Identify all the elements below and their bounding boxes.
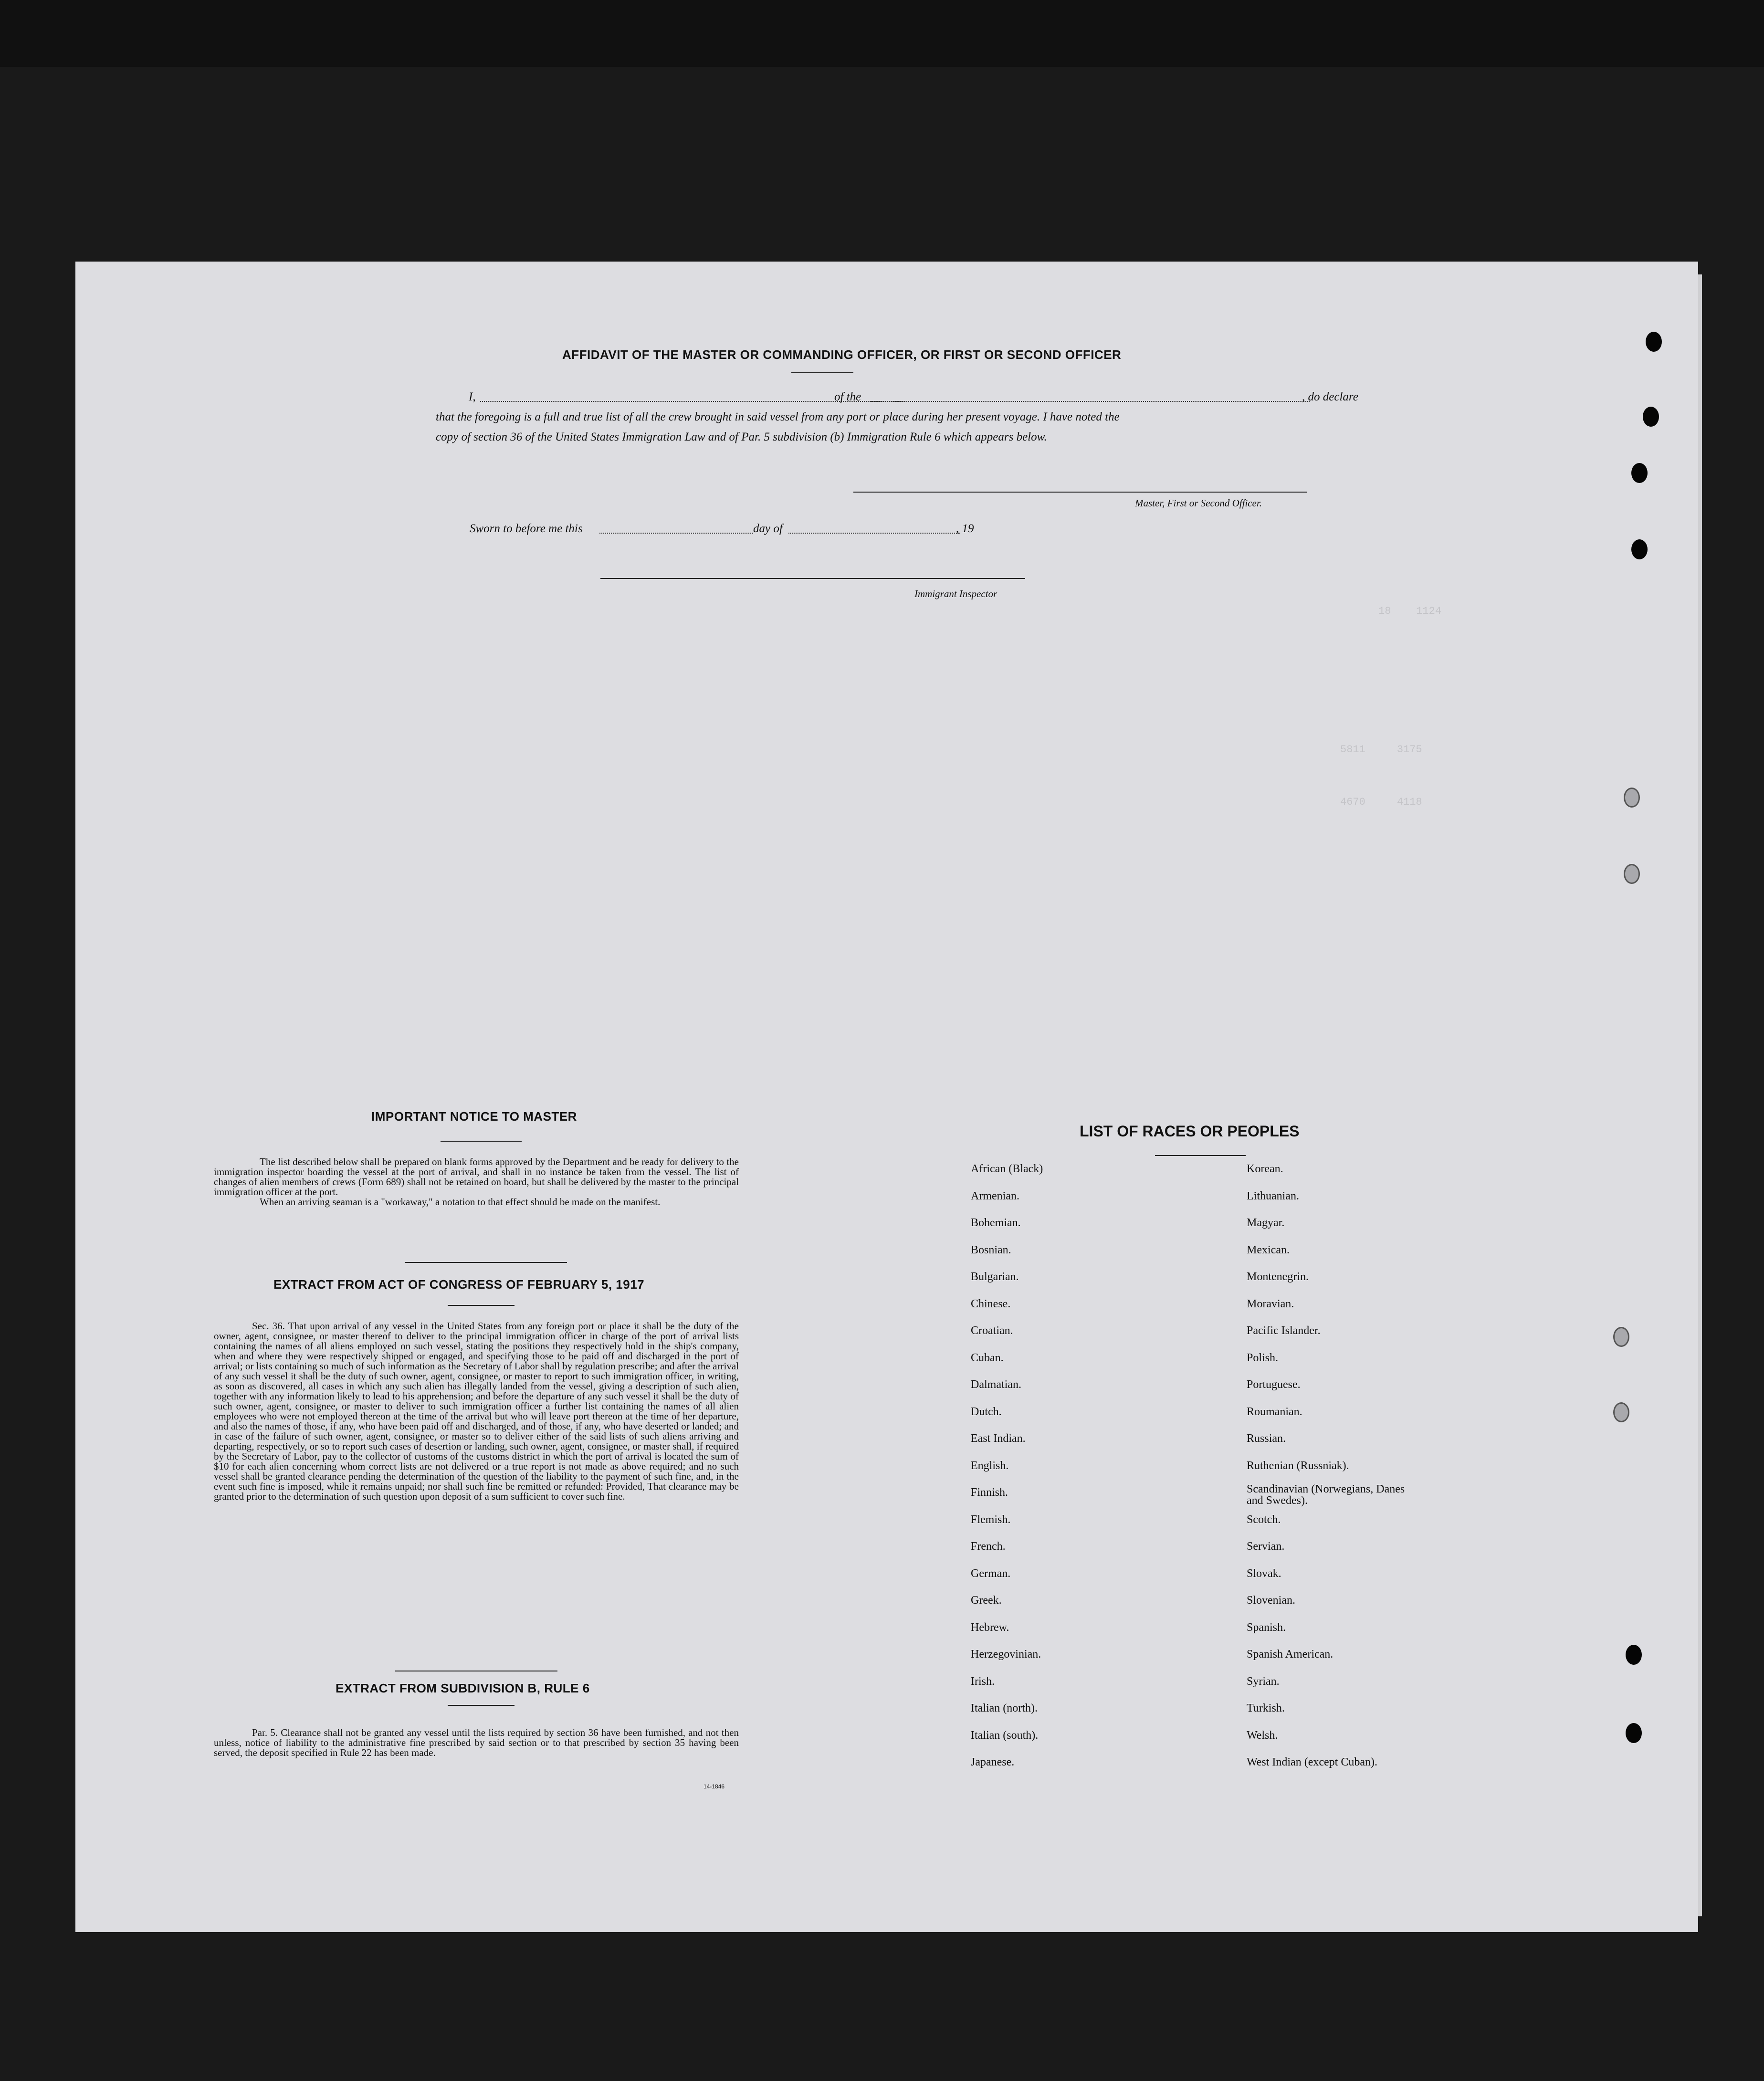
sworn-text: Sworn to before me this (470, 522, 583, 535)
extract-rule-title: EXTRACT FROM SUBDIVISION B, RULE 6 (336, 1681, 590, 1695)
affidavit-line-2: that the foregoing is a full and true list of all the crew brought in said vessel from any port or place during her present voyage. I have noted the (436, 410, 1120, 423)
binder-hole (1624, 864, 1640, 884)
race-item: Ruthenian (Russniak). (1247, 1459, 1349, 1472)
race-item: Dalmatian. (971, 1378, 1021, 1391)
bleed-through-marks: 18 1124 (1378, 605, 1442, 617)
race-item: West Indian (except Cuban). (1247, 1756, 1377, 1768)
binder-hole (1646, 332, 1662, 352)
race-item: Portuguese. (1247, 1378, 1301, 1391)
year-text: , 19 (956, 522, 974, 535)
divider (448, 1705, 514, 1706)
binder-hole (1626, 1723, 1642, 1743)
binder-hole (1613, 1327, 1629, 1347)
race-item: Italian (south). (971, 1729, 1039, 1742)
race-item: African (Black) (971, 1163, 1043, 1175)
race-item: Herzegovinian. (971, 1648, 1041, 1661)
races-title: LIST OF RACES OR PEOPLES (1080, 1123, 1300, 1140)
race-item: Slovenian. (1247, 1594, 1295, 1607)
form-number: 14-1846 (704, 1783, 725, 1790)
sworn-month-blank[interactable] (788, 532, 960, 534)
race-item: German. (971, 1567, 1011, 1580)
master-signature-line[interactable] (853, 492, 1307, 493)
race-item: Spanish. (1247, 1621, 1286, 1634)
race-item: Bulgarian. (971, 1271, 1019, 1283)
race-item: Chinese. (971, 1297, 1011, 1310)
notice-title: IMPORTANT NOTICE TO MASTER (371, 1109, 577, 1124)
race-item: Flemish. (971, 1513, 1011, 1526)
race-item: Welsh. (1247, 1729, 1278, 1742)
binder-hole (1643, 407, 1659, 427)
rule-6-text: Par. 5. Clearance shall not be granted any vessel until the lists required by section 36 have been furnished, and not then unless, notice of liability to the administrative fine prescribed by said section or to that prescribed by section 35 having been served, the deposit specified in Rule 22 has been made. (214, 1727, 739, 1758)
affidavit-title: AFFIDAVIT OF THE MASTER OR COMMANDING OFFICER, OR FIRST OR SECOND OFFICER (562, 347, 1122, 362)
race-item: Polish. (1247, 1351, 1279, 1364)
inspector-signature-line[interactable] (600, 578, 1025, 579)
notice-body: The list described below shall be prepared on blank forms approved by the Department and be ready for delivery to the immigration inspector boarding the vessel at the port of arrival, and shall in no instance be taken from the vessel. The list of changes of alien members of crews (Form 689) shall not be retained on board, but shall be delivered by the master to the principal immigration officer at the port. (214, 1156, 739, 1198)
divider (791, 372, 853, 373)
race-item: Magyar. (1247, 1217, 1285, 1229)
race-item: Irish. (971, 1675, 995, 1688)
affidavit-i: I, (469, 390, 476, 403)
binder-hole (1631, 539, 1648, 559)
race-item: Roumanian. (1247, 1405, 1302, 1418)
race-item: Dutch. (971, 1405, 1002, 1418)
race-item: Italian (north). (971, 1702, 1038, 1714)
race-item: Pacific Islander. (1247, 1324, 1321, 1337)
race-item: Finnish. (971, 1486, 1008, 1499)
notice-body-2: When an arriving seaman is a "workaway," a notation to that effect should be made on the manifest. (260, 1196, 661, 1208)
race-item: Syrian. (1247, 1675, 1280, 1688)
race-item: Japanese. (971, 1756, 1015, 1768)
divider (1155, 1155, 1246, 1156)
vessel-blank[interactable] (871, 400, 1310, 402)
inspector-label: Immigrant Inspector (914, 588, 998, 599)
section-36-text: Sec. 36. That upon arrival of any vessel in the United States from any foreign port or place it shall be the duty of the owner, agent, consignee, or master thereof to deliver to the principal immigration officer in charge of the port of arrival lists containing the names of all aliens employed on such vessel, stating the positions they respectively hold in the ship's company, when and where they were respectively shipped or engaged, and specifying those to be paid off and discharged in the port of arrival; or lists containing so much of such information as the Secretary of Labor shall by regulation prescribe; and after the arrival of any such vessel it shall be the duty of such owner, agent, consignee, or master to report to such immigration officer, in writing, as soon as discovered, all cases in which any such alien has illegally landed from the vessel, giving a description of such alien, together with any information likely to lead to his apprehension; and before the departure of any such vessel it shall be the duty of such owner, agent, consignee, or master to deliver to such immigration officer a further list containing the names of all alien employees who were not employed thereon at the time of the arrival but who will leave port thereon at the time of her departure, and also the names of those, if any, who have been paid off and discharged, and of those, if any, who have deserted or landed; and in case of the failure of such owner, agent, consignee, or master so to deliver either of the said lists of such aliens arriving and departing, respectively, or so to report such cases of desertion or landing, such owner, agent, consignee, or master shall, if required by the Secretary of Labor, pay to the collector of customs of the customs district in which the port of arrival is located the sum of $10 for each alien concerning whom correct lists are not delivered or a true report is not made as above required; and no such vessel shall be granted clearance pending the determination of the question of the liability to the payment of such fine, and, in the event such fine is imposed, while it remains unpaid; nor shall such fine be remitted or refunded: Provided, That clearance may be granted prior to the determination of such question upon deposit of a sum sufficient to cover such fine. (214, 1320, 739, 1502)
affidavit-line-3: copy of section 36 of the United States Immigration Law and of Par. 5 subdivision (b) Immigration Rule 6 which appears below. (436, 431, 1047, 443)
affidavit-declare: , do declare (1302, 390, 1358, 403)
document-page (75, 262, 1698, 1932)
race-item: Bosnian. (971, 1243, 1011, 1256)
race-item: Croatian. (971, 1324, 1013, 1337)
race-item: Russian. (1247, 1432, 1286, 1445)
race-item: Moravian. (1247, 1297, 1294, 1310)
day-of-text: day of (753, 522, 783, 535)
binder-hole (1613, 1402, 1629, 1422)
race-item: Servian. (1247, 1540, 1285, 1553)
sworn-day-blank[interactable] (599, 532, 753, 534)
race-item: Scandinavian (Norwegians, Danes and Swedes). (1247, 1483, 1405, 1507)
master-label: Master, First or Second Officer. (1135, 497, 1262, 509)
divider (441, 1141, 522, 1142)
race-item: Greek. (971, 1594, 1002, 1607)
divider (405, 1262, 567, 1263)
race-item: French. (971, 1540, 1006, 1553)
race-item: Cuban. (971, 1351, 1004, 1364)
extract-act-title: EXTRACT FROM ACT OF CONGRESS OF FEBRUARY 5, 1917 (273, 1277, 645, 1292)
race-item: Armenian. (971, 1189, 1019, 1202)
binder-hole (1624, 788, 1640, 808)
race-item: Bohemian. (971, 1217, 1021, 1229)
race-item: Slovak. (1247, 1567, 1281, 1580)
race-item: Lithuanian. (1247, 1189, 1299, 1202)
divider (448, 1305, 514, 1306)
race-item: Mexican. (1247, 1243, 1290, 1256)
race-item: Hebrew. (971, 1621, 1009, 1634)
race-item: East Indian. (971, 1432, 1026, 1445)
affidavit-of-the: of the (834, 390, 861, 403)
race-item: Spanish American. (1247, 1648, 1334, 1661)
race-item: Montenegrin. (1247, 1271, 1309, 1283)
binder-hole (1631, 463, 1648, 483)
bleed-through-marks: 4670 4118 (1340, 796, 1422, 808)
race-item: Scotch. (1247, 1513, 1281, 1526)
binder-hole (1626, 1645, 1642, 1665)
race-item: English. (971, 1459, 1009, 1472)
bleed-through-marks: 5811 3175 (1340, 744, 1422, 756)
race-item: Turkish. (1247, 1702, 1285, 1714)
race-item: Korean. (1247, 1163, 1283, 1175)
